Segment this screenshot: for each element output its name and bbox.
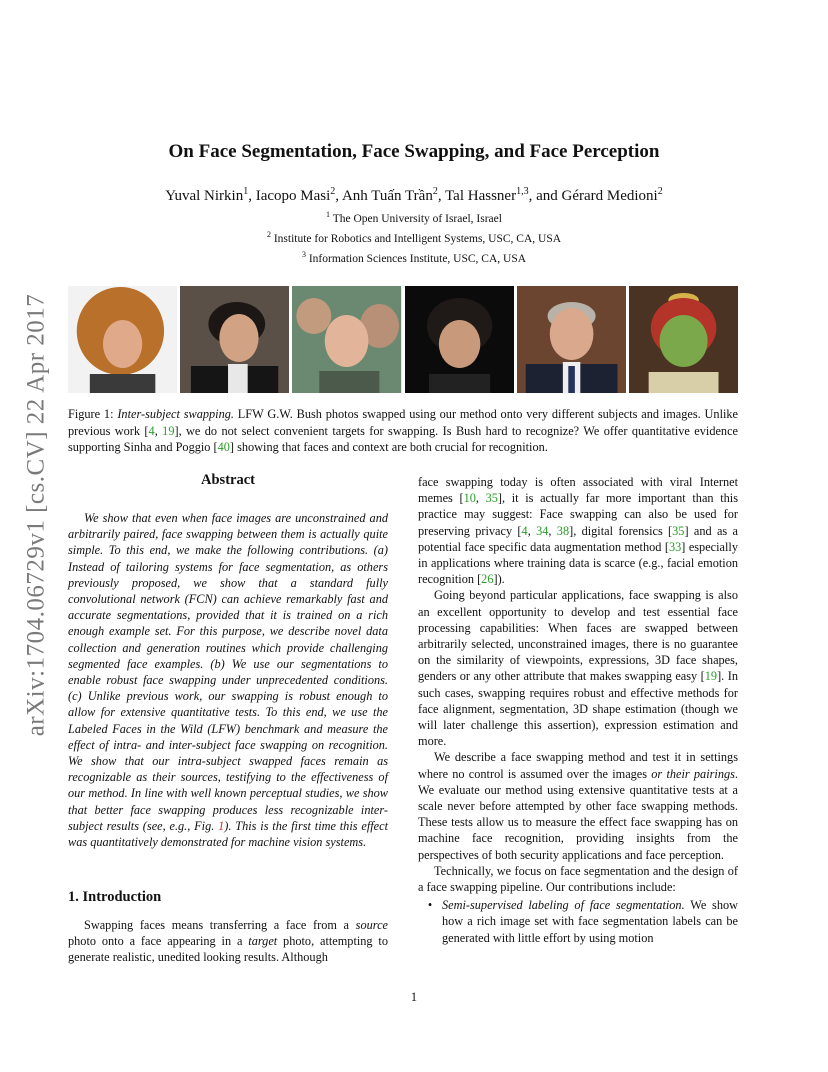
author-list: Yuval Nirkin$^1$, Iacopo Masi$^2$, Anh Tuấn Trần$^2$, Tal Hassner$^{1,3}$, and Gérard Medioni$^2$ xyxy=(165,186,663,204)
intro-paragraph: Swapping faces means transferring a face from a source photo onto a face appearing in a target photo, attempting to generate realistic, unedited looking results. Although xyxy=(68,918,389,965)
paper-title: On Face Segmentation, Face Swapping, and Face Perception xyxy=(168,141,660,162)
affiliation: $^2$ Institute for Robotics and Intelligent Systems, USC, CA, USA xyxy=(266,230,562,245)
affiliation: $^3$ Information Sciences Institute, USC, CA, USA xyxy=(301,250,527,265)
paragraph: Going beyond particular applications, face swapping is also an excellent opportunity to develop and test essential face processing capabilities: When faces are swapped between arbitrarily selected, unconstrained images, there is no guarantee on the similarity of viewpoints, expressions, 3D face shapes, genders or any other attribute that makes swapping easy [19]. In such cases, swapping requires robust and effective methods for face alignment, segmentation, 3D shape estimation (though we will later challenge this assertion), expression estimation and more. xyxy=(418,588,738,749)
face-swap-photo-curly-hair xyxy=(68,286,177,393)
author: Tal Hassner xyxy=(445,188,517,204)
affiliation: $^1$ The Open University of Israel, Israel xyxy=(326,210,502,225)
right-column xyxy=(418,474,738,946)
face-swap-photo-bush-suit xyxy=(517,286,626,393)
contribution-bullet: • Semi-supervised labeling of face segmentation. We show how a rich image set with face segmentation labels can be generated with little effort by using motion xyxy=(427,898,739,945)
arxiv-stamp: arXiv:1704.06729v1 [cs.CV] 22 Apr 2017 xyxy=(22,293,50,737)
author: Gérard Medioni xyxy=(561,188,658,204)
author: Yuval Nirkin xyxy=(165,188,244,204)
figure-1-images xyxy=(68,286,738,393)
figure-1-caption: Figure 1: Inter-subject swapping. LFW G.W. Bush photos swapped using our method onto very different subjects and images. Unlike previous work [4, 19], we do not select convenient targets for swapping. Is Bush hard to recognize? We offer quantitative evidence supporting Sinha and Poggio [40] showing that faces and context are both crucial for recognition. xyxy=(68,407,739,454)
face-swap-photo-mop-top xyxy=(405,286,514,393)
face-swap-photo-dark-suit xyxy=(180,286,289,393)
face-swap-photo-group xyxy=(292,286,401,393)
paragraph: face swapping today is often associated with viral Internet memes [10, 35], it is actually far more important than this practice may suggest: Face swapping can also be used for preserving privacy [4, 34, 38], digital forensics [35] and as a potential face specific data augmentation method [33] especially in applications where training data is scarce (e.g., facial emotion recognition [26]). xyxy=(418,475,738,587)
abstract-heading: Abstract xyxy=(201,472,255,488)
section-heading-introduction: 1. Introduction xyxy=(68,889,162,905)
paragraph: Technically, we focus on face segmentation and the design of a face swapping pipeline. Our contributions include: xyxy=(418,863,738,895)
face-swap-photo-ogre xyxy=(629,286,738,393)
page-number: 1 xyxy=(410,990,418,1004)
author: Anh Tuấn Trần xyxy=(341,188,433,204)
paragraph: We describe a face swapping method and test it in settings where no control is assumed over the images or their pairings. We evaluate our method using extensive quantitative tests at a scale never before attempted by other face swapping methods. These tests allow us to measure the effect face swapping has on machine face recognition, providing insights from the perspectives of both security applications and face perception. xyxy=(418,750,738,862)
author: Iacopo Masi xyxy=(255,188,331,204)
abstract-body: We show that even when face images are unconstrained and arbitrarily paired, face swapping between them is actually quite simple. To this end, we make the following contributions. (a) Instead of tailoring systems for face segmentation, as others previously proposed, we show that a standard fully convolutional network (FCN) can achieve remarkably fast and accurate segmentations, provided that it is trained on a rich enough example set. For this purpose, we describe novel data collection and generation routines which provide challenging segmented face examples. (b) We use our segmentations to enable robust face swapping under unprecedented conditions. (c) Unlike previous work, our swapping is robust enough to allow for extensive quantitative tests. To this end, we use the Labeled Faces in the Wild (LFW) benchmark and measure the effect of intra- and inter-subject face swapping on recognition. We show that our intra-subject swapped faces remain as recognizable as their sources, testifying to the effectiveness of our method. In line with well known perceptual studies, we show that better face swapping produces less recognizable inter-subject results (see, e.g., Fig. 1). This is the first time this effect was quantitatively demonstrated for machine vision systems. xyxy=(68,511,388,850)
